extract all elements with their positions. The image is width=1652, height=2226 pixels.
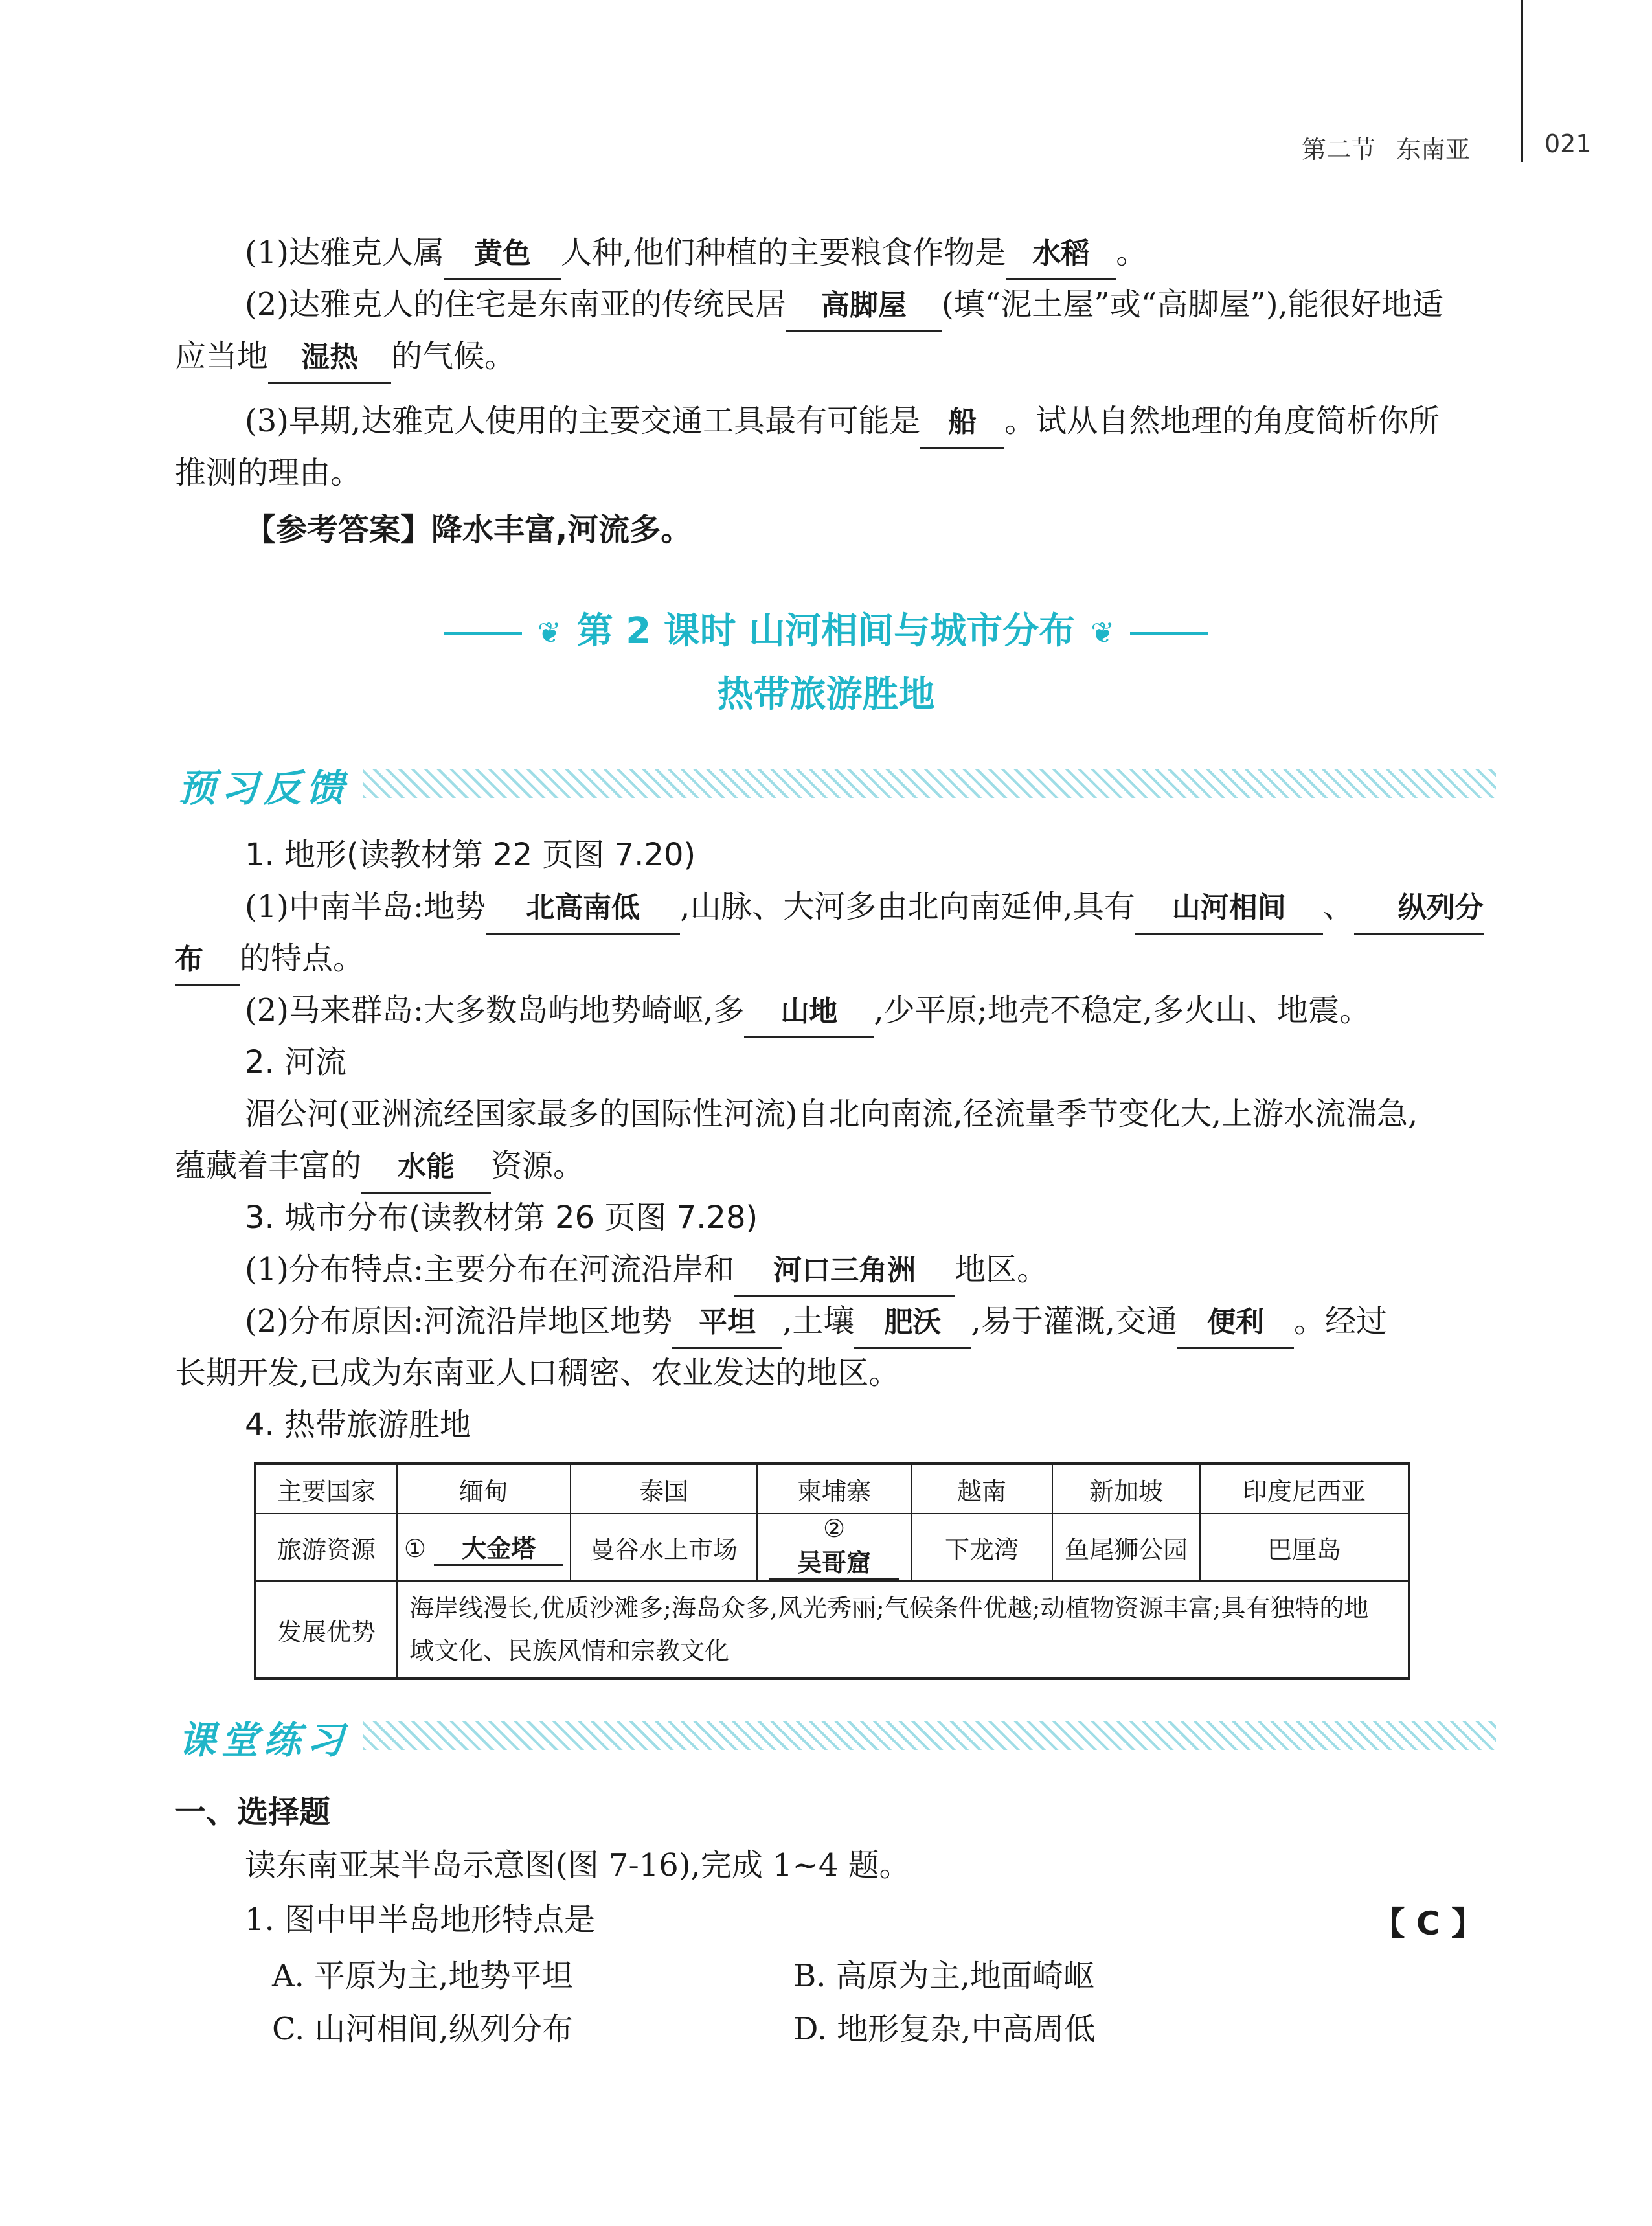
option-d: D. 地形复杂,中高周低 [793, 2011, 1096, 2047]
content-line [245, 986, 1592, 1038]
subheading [245, 830, 1592, 880]
content-line [245, 1297, 1592, 1349]
answer-blank: 水稻 [1006, 229, 1116, 280]
text: ② [822, 1514, 846, 1543]
text: 应当地 [175, 338, 269, 374]
text: (2)分布原因:河流沿岸地区地势 [245, 1303, 673, 1339]
question-intro: 读东南亚某半岛示意图(图 7-16),完成 1~4 题。 [245, 1847, 911, 1883]
text: 地区。 [955, 1251, 1048, 1288]
text: 的气候。 [391, 338, 516, 374]
reference-answer: 【参考答案】降水丰富,河流多。 [245, 512, 692, 548]
question-line [245, 396, 1592, 449]
answer-blank: 河口三角洲 [734, 1246, 955, 1297]
table-cell [757, 1514, 911, 1581]
content-line: 湄公河(亚洲流经国家最多的国际性河流)自北向南流,径流量季节变化大,上游水流湍急, [245, 1096, 1418, 1132]
decor-line [444, 632, 522, 635]
text: 资源。 [491, 1148, 585, 1184]
running-header [1302, 130, 1491, 165]
table-cell: 下龙湾 [911, 1514, 1052, 1581]
question-line: 推测的理由。 [175, 455, 362, 491]
table-cell: 发展优势 [255, 1581, 397, 1679]
section-heading: 预习反馈 [178, 766, 350, 810]
text: ,土壤 [782, 1303, 855, 1339]
question-stem: 1. 图中甲半岛地形特点是 [245, 1902, 596, 1938]
table-cell [397, 1581, 1409, 1679]
question-line [245, 228, 1592, 280]
answer-blank: 平坦 [672, 1298, 782, 1349]
text: ,易于灌溉,交通 [971, 1303, 1177, 1339]
content-line [175, 1141, 1522, 1194]
heading-hatch [363, 1721, 1496, 1750]
table-cell: 泰国 [571, 1464, 757, 1514]
subheading: 4. 热带旅游胜地 [245, 1407, 471, 1443]
text: 人种,他们种植的主要粮食作物是 [561, 234, 1006, 271]
text: (1)分布特点:主要分布在河流沿岸和 [245, 1251, 735, 1288]
table-cell: 印度尼西亚 [1200, 1464, 1409, 1514]
answer-blank: 北高南低 [486, 883, 680, 935]
text: ,少平原;地壳不稳定,多火山、地震。 [874, 992, 1371, 1028]
tourism-table [254, 1462, 1410, 1680]
answer-blank: 纵列分 [1354, 883, 1484, 935]
subheading: 2. 河流 [245, 1044, 347, 1080]
lesson-title [0, 602, 1652, 654]
answer-bracket: 【 C 】 [1372, 1905, 1484, 1942]
text: ,山脉、大河多由北向南延伸,具有 [680, 889, 1135, 925]
table-row [255, 1581, 1409, 1679]
content-line: 长期开发,已成为东南亚人口稠密、农业发达的地区。 [175, 1355, 900, 1391]
answer-blank: 湿热 [268, 333, 391, 384]
text: 。试从自然地理的角度简析你所 [1004, 403, 1440, 439]
option-c: C. 山河相间,纵列分布 [272, 2011, 573, 2047]
header-section: 第二节 [1302, 135, 1376, 164]
header-title: 东南亚 [1396, 135, 1471, 164]
text: 、 [1322, 889, 1354, 925]
decor-line [1130, 632, 1208, 635]
table-cell: 新加坡 [1052, 1464, 1200, 1514]
content-line [175, 934, 1522, 986]
table-cell: 巴厘岛 [1200, 1514, 1409, 1581]
answer-blank: 水能 [361, 1142, 491, 1194]
option-b: B. 高原为主,地面崎岖 [793, 1958, 1095, 1994]
text: ① [403, 1534, 426, 1563]
question-line [175, 332, 1522, 384]
text: (填“泥土屋”或“高脚屋”),能很好地适 [942, 286, 1443, 323]
content-line [245, 1245, 1592, 1297]
table-row [255, 1514, 1409, 1581]
table-cell [397, 1514, 571, 1581]
answer-blank: 肥沃 [854, 1298, 971, 1349]
table-cell: 缅甸 [397, 1464, 571, 1514]
ornament-icon: ❦ [537, 617, 561, 650]
answer-blank: 山地 [744, 987, 874, 1038]
text: (2)达雅克人的住宅是东南亚的传统民居 [245, 286, 786, 323]
table-row [255, 1464, 1409, 1514]
lesson-title-text: 第 2 课时 山河相间与城市分布 [576, 610, 1076, 652]
table-cell: 鱼尾狮公园 [1052, 1514, 1200, 1581]
content-line [245, 882, 1592, 935]
heading-hatch [363, 769, 1496, 798]
text: 。经过 [1293, 1303, 1387, 1339]
text: (1)中南半岛:地势 [245, 889, 486, 925]
subheading: 3. 城市分布(读教材第 26 页图 7.28) [245, 1199, 758, 1236]
option-a: A. 平原为主,地势平坦 [272, 1958, 573, 1994]
text: (2)马来群岛:大多数岛屿地势崎岖,多 [245, 992, 745, 1028]
section-heading: 课堂练习 [178, 1718, 350, 1762]
answer-blank: 便利 [1177, 1298, 1294, 1349]
page-number: 021 [1545, 130, 1592, 158]
part-title: 一、选择题 [175, 1794, 331, 1830]
table-cell: 曼谷水上市场 [571, 1514, 757, 1581]
answer-blank: 山河相间 [1135, 883, 1323, 935]
text: 蕴藏着丰富的 [175, 1148, 362, 1184]
lesson-subtitle: 热带旅游胜地 [717, 674, 935, 716]
answer-blank: 船 [920, 398, 1004, 449]
text: (3)早期,达雅克人使用的主要交通工具最有可能是 [245, 403, 921, 439]
text: 1. 地形(读教材第 22 页图 7.20) [245, 837, 696, 873]
text: 海岸线漫长,优质沙滩多;海岛众多,风光秀丽;气候条件优越;动植物资源丰富;具有独特的地 [409, 1594, 1369, 1622]
answer-blank: 吴哥窟 [769, 1543, 899, 1580]
answer-blank: 布 [175, 935, 240, 986]
answer-blank: 高脚屋 [786, 281, 942, 332]
answer-blank: 黄色 [444, 229, 561, 280]
question-line [245, 280, 1592, 332]
header-divider [1521, 0, 1523, 162]
table-cell: 越南 [911, 1464, 1052, 1514]
answer-blank: 大金塔 [434, 1528, 563, 1566]
text: (1)达雅克人属 [245, 234, 444, 271]
text: 的特点。 [240, 940, 365, 977]
ornament-icon: ❦ [1091, 617, 1115, 650]
table-cell: 旅游资源 [255, 1514, 397, 1581]
text: 域文化、民族风情和宗教文化 [409, 1637, 730, 1665]
text: 。 [1116, 234, 1148, 271]
table-cell: 柬埔寨 [757, 1464, 911, 1514]
table-cell: 主要国家 [255, 1464, 397, 1514]
